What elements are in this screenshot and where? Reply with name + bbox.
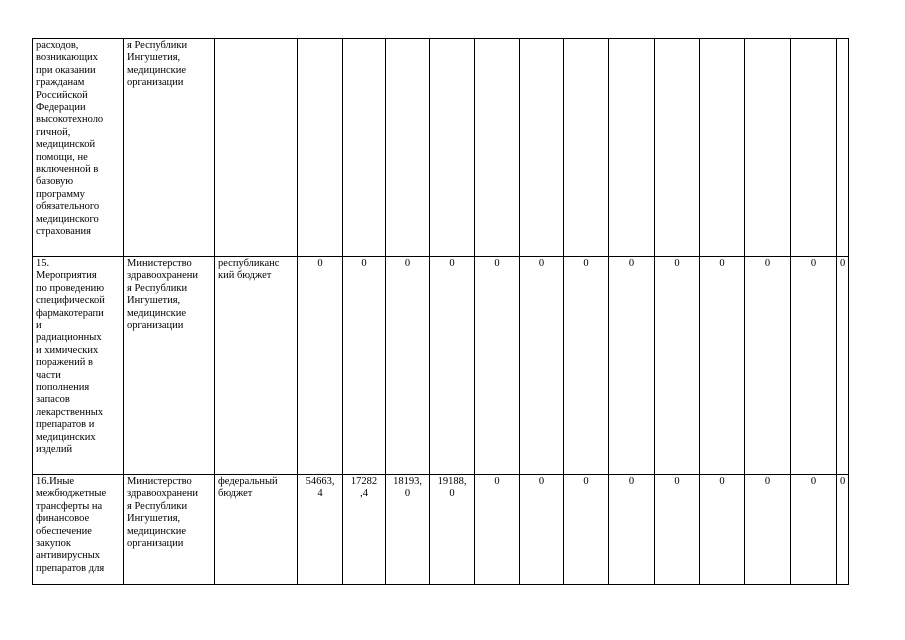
- value-cell: 0: [655, 475, 700, 585]
- value-cell: 0: [609, 257, 655, 475]
- table-row: [33, 257, 849, 475]
- source-cell: [215, 257, 298, 475]
- value-cell: 0: [791, 257, 837, 475]
- table-row: [33, 475, 849, 585]
- value-cell: [609, 39, 655, 257]
- value-cell: [700, 39, 745, 257]
- budget-table: [32, 38, 849, 585]
- value-cell: 0: [564, 257, 609, 475]
- measure-cell: [33, 39, 124, 257]
- executor-cell: [124, 475, 215, 585]
- value-cell: 0: [475, 257, 520, 475]
- measure-cell: [33, 257, 124, 475]
- value-cell: [745, 39, 791, 257]
- value-cell: 0: [520, 475, 564, 585]
- value-cell: [343, 39, 386, 257]
- executor-text: Министерство здравоохранени я Республики Ингушетия, медицинские организации: [127, 476, 199, 550]
- value-cell: 0: [700, 257, 745, 475]
- value-cell: 0: [343, 257, 386, 475]
- value-cell: 0: [564, 475, 609, 585]
- value-cell: 0: [745, 257, 791, 475]
- executor-text: я Республики Ингушетия, медицинские организации: [127, 40, 188, 89]
- value-cell: 54663, 4: [298, 475, 343, 585]
- value-cell: 0: [791, 475, 837, 585]
- measure-cell: [33, 475, 124, 585]
- executor-text: Министерство здравоохранени я Республики Ингушетия, медицинские организации: [127, 258, 199, 332]
- value-cell: 18193, 0: [386, 475, 430, 585]
- value-cell: 17282 ,4: [343, 475, 386, 585]
- source-cell: [215, 475, 298, 585]
- source-text: республиканс кий бюджет: [218, 258, 280, 282]
- value-cell: 19188, 0: [430, 475, 475, 585]
- measure-text: расходов, возникающих при оказании гражданам Российской Федерации высокотехноло гичной, медицинской помощи, не включенной в базовую программу обязательного медицинского страхования: [36, 40, 104, 238]
- value-cell: [475, 39, 520, 257]
- value-cell: [298, 39, 343, 257]
- value-cell: [564, 39, 609, 257]
- value-cell: [837, 39, 849, 257]
- value-cell: [386, 39, 430, 257]
- measure-text: 16.Иные межбюджетные трансферты на финансовое обеспечение закупок антивирусных препаратов для: [36, 476, 107, 574]
- measure-text: 15. Мероприятия по проведению специфической фармакотерапи и радиационных и химических поражений в части пополнения запасов лекарственных препаратов и медицинских изделий: [36, 258, 105, 456]
- value-cell: 0: [430, 257, 475, 475]
- value-cell: 0: [655, 257, 700, 475]
- value-cell: 0: [475, 475, 520, 585]
- table-row: [33, 39, 849, 257]
- value-cell: 0: [520, 257, 564, 475]
- value-cell: 0: [745, 475, 791, 585]
- value-cell: 0: [386, 257, 430, 475]
- executor-cell: [124, 39, 215, 257]
- value-cell: 0: [837, 257, 849, 475]
- value-cell: 0: [298, 257, 343, 475]
- value-cell: 0: [609, 475, 655, 585]
- executor-cell: [124, 257, 215, 475]
- value-cell: [430, 39, 475, 257]
- source-cell: [215, 39, 298, 257]
- value-cell: 0: [700, 475, 745, 585]
- value-cell: [655, 39, 700, 257]
- source-text: федеральный бюджет: [218, 476, 278, 500]
- value-cell: 0: [837, 475, 849, 585]
- value-cell: [520, 39, 564, 257]
- value-cell: [791, 39, 837, 257]
